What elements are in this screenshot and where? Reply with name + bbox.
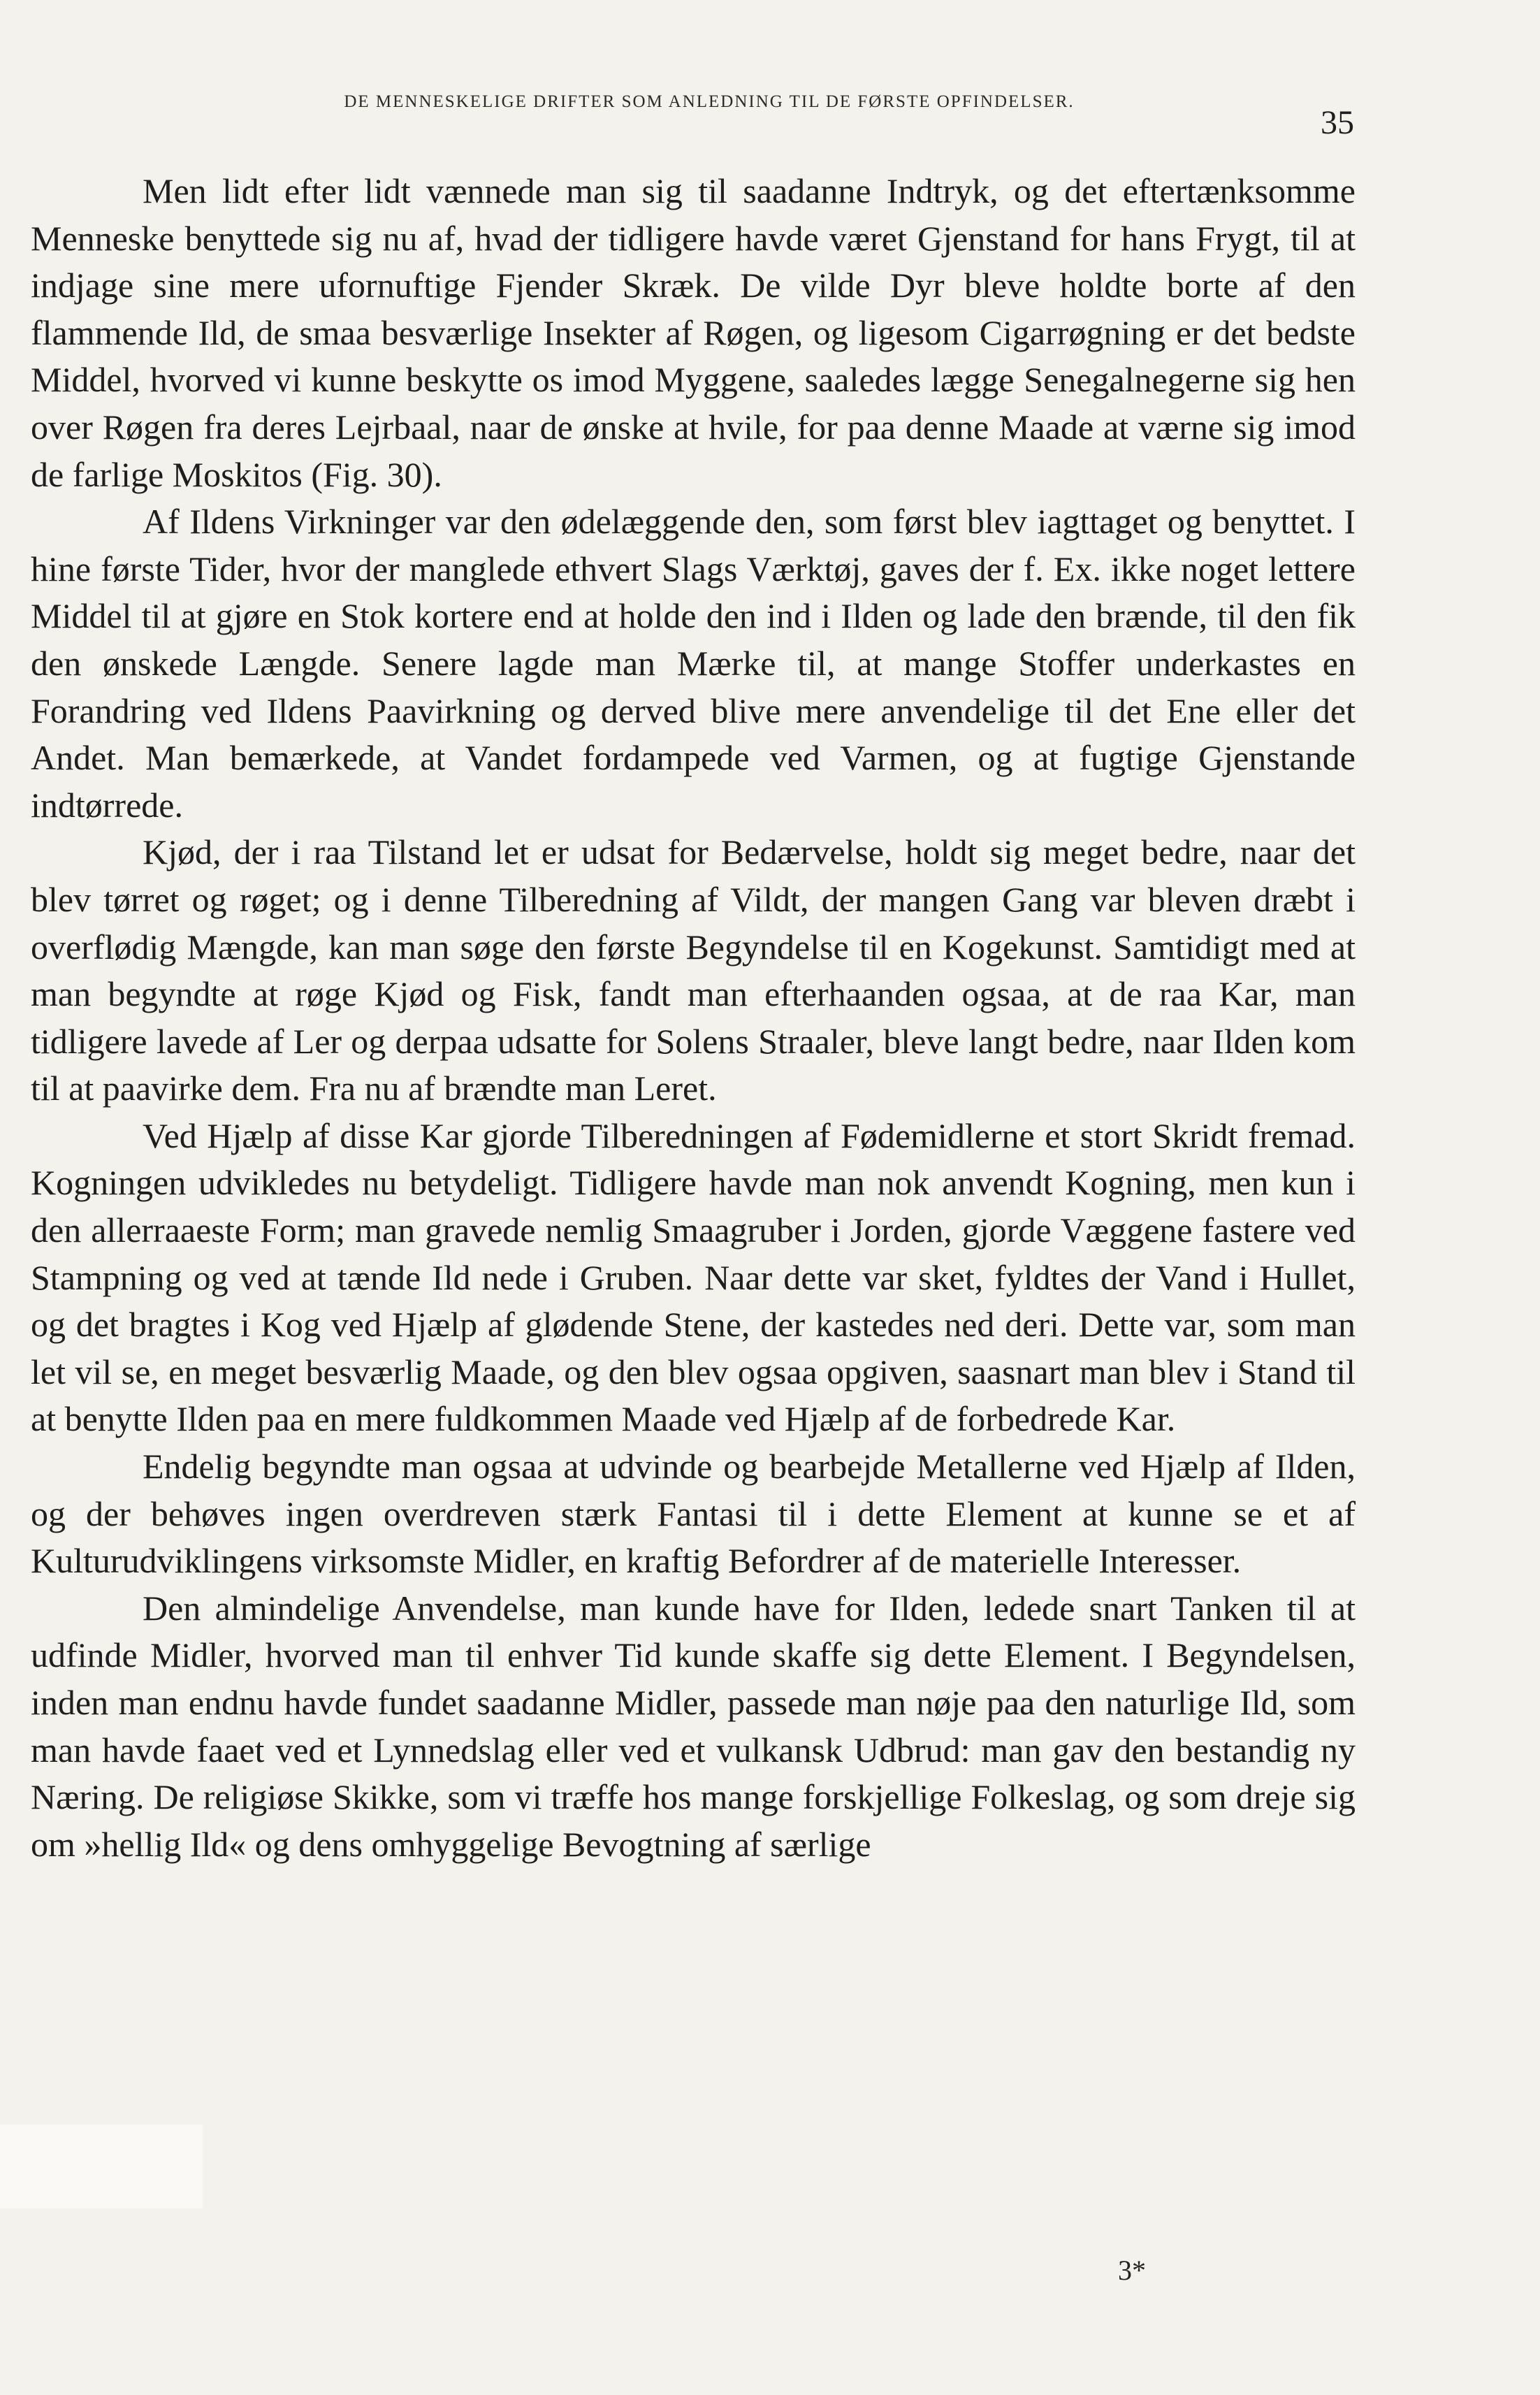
faded-stamp-area: [0, 2125, 203, 2208]
paragraph: Af Ildens Virkninger var den ødelæggende den, som først blev iagttaget og benyttet. I hine første Tider, hvor der manglede ethvert Slags Værktøj, gaves der f. Ex. ikke noget lettere Middel til at gjøre en Stok kortere end at holde den ind i Ilden og lade den brænde, til den fik den ønskede Længde. Senere lagde man Mærke til, at mange Stoffer underkastes en Forandring ved Ildens Paavirkning og derved blive mere anvendelige til det Ene eller det Andet. Man bemærkede, at Vandet fordampede ved Varmen, og at fugtige Gjenstande indtørrede.: [31, 502, 1356, 825]
paragraph: Endelig begyndte man ogsaa at udvinde og bearbejde Metallerne ved Hjælp af Ilden, og der behøves ingen overdreven stærk Fantasi til i dette Element at kunne se et af Kulturudviklingens virksomste Midler, en kraftig Befordrer af de materielle Interesser.: [31, 1447, 1356, 1581]
signature-mark: 3*: [1118, 2255, 1146, 2286]
paragraph: Men lidt efter lidt vænnede man sig til saadanne Indtryk, og det eftertænksomme Menneske benyttede sig nu af, hvad der tidligere havde været Gjenstand for hans Frygt, til at indjage sine mere ufornuftige Fjender Skræk. De vilde Dyr bleve holdte borte af den flammende Ild, de smaa besværlige Insekter af Røgen, og ligesom Cigarrøgning er det bedste Middel, hvorved vi kunne beskytte os imod Myggene, saaledes lægge Senegalnegerne sig hen over Røgen fra deres Lejrbaal, naar de ønske at hvile, for paa denne Maade at værne sig imod de farlige Moskitos (Fig. 30).: [31, 171, 1356, 494]
page-number: 35: [1321, 104, 1354, 141]
paragraph: Ved Hjælp af disse Kar gjorde Tilberedningen af Fødemidlerne et stort Skridt fremad. Kogningen udvikledes nu betydeligt. Tidligere havde man nok anvendt Kogning, men kun i den allerraaeste Form; man gravede nemlig Smaagruber i Jorden, gjorde Væggene fastere ved Stampning og ved at tænde Ild nede i Gruben. Naar dette var sket, fyldtes der Vand i Hullet, og det bragtes i Kog ved Hjælp af glødende Stene, der kastedes ned deri. Dette var, som man let vil se, en meget besværlig Maade, og den blev ogsaa opgiven, saasnart man blev i Stand til at benytte Ilden paa en mere fuldkommen Maade ved Hjælp af de forbedrede Kar.: [31, 1115, 1356, 1439]
paragraph: Kjød, der i raa Tilstand let er udsat for Bedærvelse, holdt sig meget bedre, naar det blev tørret og røget; og i denne Tilberedning af Vildt, der mangen Gang var bleven dræbt i overflødig Mængde, kan man søge den første Begyndelse til en Kogekunst. Samtidigt med at man begyndte at røge Kjød og Fisk, fandt man efterhaanden ogsaa, at de raa Kar, man tidligere lavede af Ler og derpaa udsatte for Solens Straaler, bleve langt bedre, naar Ilden kom til at paavirke dem. Fra nu af brændte man Leret.: [31, 832, 1356, 1108]
running-title: DE MENNESKELIGE DRIFTER SOM ANLEDNING TIL DE FØRSTE OPFINDELSER.: [344, 92, 1075, 111]
paragraph: Den almindelige Anvendelse, man kunde have for Ilden, ledede snart Tanken til at udfinde Midler, hvorved man til enhver Tid kunde skaffe sig dette Element. I Begyndelsen, inden man endnu havde fundet saadanne Midler, passede man nøje paa den naturlige Ild, som man havde faaet ved et Lynnedslag eller ved et vulkansk Udbrud: man gav den bestandig ny Næring. De religiøse Skikke, som vi træffe hos mange forskjellige Folkeslag, og som dreje sig om »hellig Ild« og dens omhyggelige Bevogtning af særlige: [31, 1588, 1356, 1864]
body-text: [31, 168, 1356, 1868]
